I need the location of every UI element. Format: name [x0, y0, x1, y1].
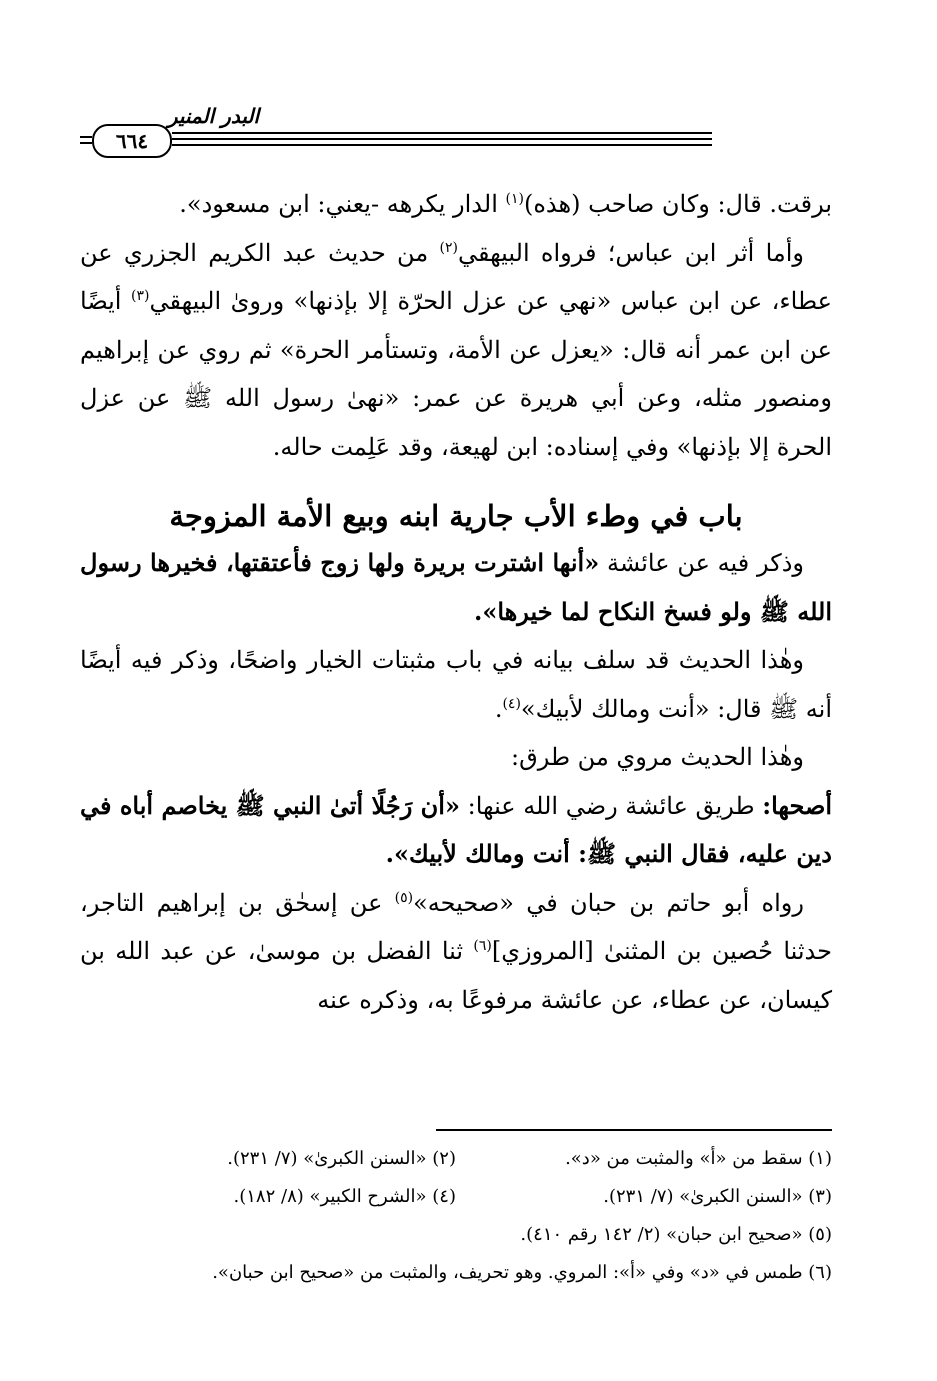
footnote-separator	[436, 1129, 832, 1131]
page-number: ٦٦٤	[92, 124, 172, 158]
header-rule	[172, 138, 712, 140]
footnote-ref: (٣)	[130, 288, 150, 304]
paragraph: وأما أثر ابن عباس؛ فرواه البيهقي$^{(٢)}$ من حديث عبد الكريم الجزري عن عطاء، عن ابن عباس «نهي عن عزل الحرّة إلا بإذنها» وروىٰ البيهقي$^{(٣)}$ أيضًا عن ابن عمر أنه قال: «يعزل عن الأمة، وتستأمر الحرة» ثم روي عن إبراهيم ومنصور مثله، وعن أبي هريرة عن عمر: «نهىٰ رسول الله ﷺ عن عزل الحرة إلا بإذنها» وفي إسناده: ابن لهيعة، وقد عَلِمت حاله.	[80, 238, 832, 461]
paragraph-label: أصحها:	[762, 790, 832, 820]
footnote-row	[80, 1140, 832, 1178]
footnote: (٤) «الشرح الكبير» (٨/ ١٨٢).	[233, 1186, 456, 1207]
header-rule	[80, 136, 92, 138]
footnote: (١) سقط من «أ» والمثبت من «د».	[565, 1148, 832, 1169]
footnote-ref: (١)	[505, 191, 524, 207]
footnote: (٦) طمس في «د» وفي «أ»: المروي. وهو تحريف، والمثبت من «صحيح ابن حبان».	[212, 1262, 832, 1283]
hadith-quote: «أنها اشترت بريرة ولها زوج فأعتقتها، فخيرها رسول الله ﷺ ولو فسخ النكاح لما خيرها».	[80, 548, 832, 626]
footnote: (٥) «صحيح ابن حبان» (٢/ ١٤٢ رقم ٤١٠).	[520, 1224, 832, 1245]
footnote-row	[80, 1178, 832, 1216]
header-rule	[80, 142, 92, 144]
footnote-ref: (٦)	[473, 938, 492, 954]
running-title: البدر المنير	[167, 104, 259, 128]
footnote-ref: (٢)	[439, 239, 458, 256]
footnote-row	[80, 1216, 832, 1254]
main-text	[80, 180, 832, 1024]
hadith-quote: «أن رَجُلًا أتىٰ النبي ﷺ يخاصم أباه في دين عليه، فقال النبي ﷺ: أنت ومالك لأبيك».	[80, 790, 832, 868]
footnote: (٢) «السنن الكبرىٰ» (٧/ ٢٣١).	[227, 1148, 456, 1169]
footnotes	[80, 1140, 832, 1292]
footnote-ref: (٥)	[394, 889, 414, 906]
footnote: (٣) «السنن الكبرىٰ» (٧/ ٢٣١).	[603, 1186, 832, 1207]
footnote-row	[80, 1254, 832, 1292]
paragraph: وذكر فيه عن عائشة «أنها اشترت بريرة ولها زوج فأعتقتها، فخيرها رسول الله ﷺ ولو فسخ النكاح لما خيرها».	[80, 548, 832, 626]
header-rule	[172, 132, 712, 134]
section-heading: باب في وطء الأب جارية ابنه وبيع الأمة المزوجة	[169, 499, 743, 533]
paragraph: برقت. قال: وكان صاحب (هذه)$^{(١)}$ الدار يكرهه -يعني: ابن مسعود».	[179, 190, 832, 218]
paragraph: وهٰذا الحديث قد سلف بيانه في باب مثبتات الخيار واضحًا، وذكر فيه أيضًا أنه ﷺ قال: «أنت ومالك لأبيك»$^{(٤)}$.	[80, 646, 832, 723]
header-rule	[172, 144, 712, 146]
footnote-ref: (٤)	[502, 695, 521, 712]
paragraph: وهٰذا الحديث مروي من طرق:	[511, 743, 804, 771]
paragraph: أصحها: طريق عائشة رضي الله عنها: «أن رَجُلًا أتىٰ النبي ﷺ يخاصم أباه في دين عليه، فقال النبي ﷺ: أنت ومالك لأبيك».	[80, 790, 832, 868]
paragraph: رواه أبو حاتم بن حبان في «صحيحه»$^{(٥)}$ عن إسحٰق بن إبراهيم التاجر، حدثنا حُصين بن المثنىٰ [المروزي]$^{(٦)}$ ثنا الفضل بن موسىٰ، عن عبد الله بن كيسان، عن عطاء، عن عائشة مرفوعًا به، وذكره عنه	[80, 888, 832, 1014]
page-header	[80, 102, 832, 162]
